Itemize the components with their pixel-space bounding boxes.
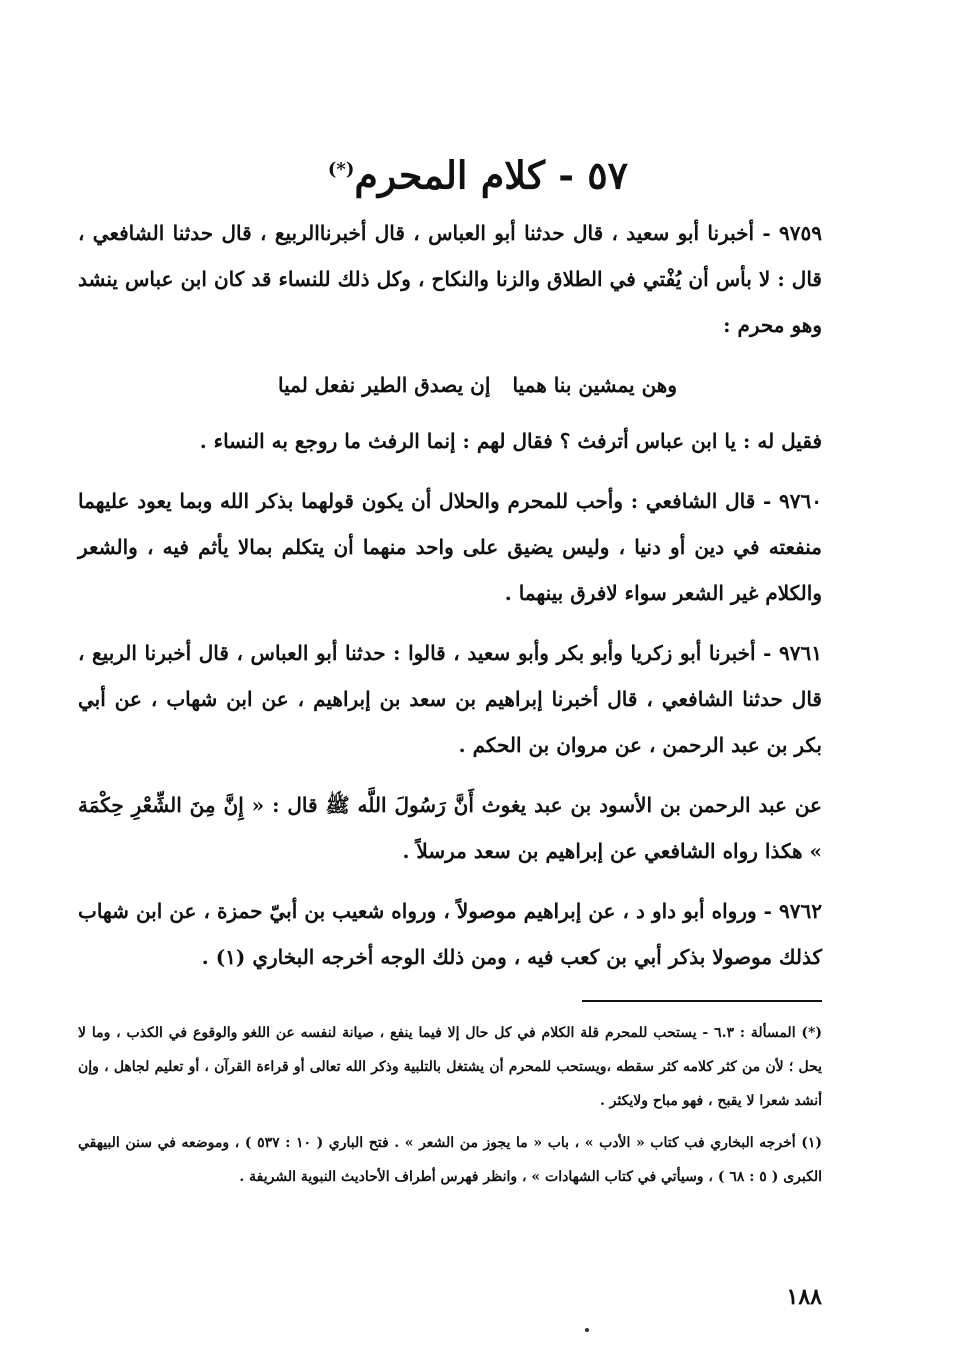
verse-first-hemistich: وهن يمشين بنا هميا <box>512 373 677 397</box>
scan-speck <box>585 1328 589 1332</box>
paragraph-9759: ٩٧٥٩ - أخبرنا أبو سعيد ، قال حدثنا أبو العباس ، قال أخبرناالربيع ، قال حدثنا الشافعي ، قال : لا بأس أن يُفْتي في الطلاق والزنا والنكاح ، وكل ذلك للنساء قد كان ابن عباس ينشد وهو محرم : <box>78 221 822 337</box>
footnotes <box>78 1016 822 1202</box>
paragraph-9762: ٩٧٦٢ - ورواه أبو داو د ، عن إبراهيم موصولاً ، ورواه شعيب بن أبيّ حمزة ، عن ابن شهاب كذلك موصولا بذكر أبي بن كعب فيه ، ومن ذلك الوجه أخرجه البخاري (١) . <box>78 899 822 969</box>
footnote-1: (١) أخرجه البخاري فب كتاب « الأدب » ، باب « ما يجوز من الشعر » . فتح الباري ( ١٠ : ٥٣٧ ) ، وموضعه في سنن البيهقي الكبرى ( ٥ : ٦٨ ) ، وسيأتي في كتاب الشهادات » ، وانظر فهرس أطراف الأحاديث النبوية الشريفة . <box>78 1135 822 1185</box>
title-footnote-marker: (*) <box>327 159 355 180</box>
footnote-star: (*) المسألة : ٦.٣ - يستحب للمحرم قلة الكلام في كل حال إلا فيما ينفع ، صيانة لنفسه عن اللغو والوقوع في الكذب ، وما لا يحل ؛ لأن من كثر كلامه كثر سقطه ،ويستحب للمحرم أن يشتغل بالتلبية وذكر الله تعالى أو قراءة القرآن ، أو تعليم لجاهل ، وإن أنشد شعرا لا يقبح ، فهو مباح ولايكثر . <box>78 1025 822 1109</box>
page-number: ١٨٨ <box>786 1284 822 1310</box>
main-text <box>78 210 822 994</box>
poetry-verse <box>78 362 822 408</box>
paragraph-9761: ٩٧٦١ - أخبرنا أبو زكريا وأبو بكر وأبو سعيد ، قالوا : حدثنا أبو العباس ، قال أخبرنا الربيع ، قال حدثنا الشافعي ، قال أخبرنا إبراهيم بن سعد بن إبراهيم ، عن ابن شهاب ، عن أبي بكر بن عبد الرحمن ، عن مروان بن الحكم . <box>78 641 822 757</box>
chapter-title <box>0 140 956 206</box>
chapter-title-text: ٥٧ - كلام المحرم <box>354 152 629 198</box>
paragraph-9760: ٩٧٦٠ - قال الشافعي : وأحب للمحرم والحلال أن يكون قولهما بذكر الله وبما يعود عليهما منفعته في دين أو دنيا ، وليس يضيق على واحد منهما أن يتكلم بمالا يأثم فيه ، والشعر والكلام غير الشعر سواء لافرق بينهما . <box>78 489 822 605</box>
footnote-separator <box>582 1000 822 1002</box>
paragraph-reply: فقيل له : يا ابن عباس أترفث ؟ فقال لهم : إنما الرفث ما روجع به النساء . <box>199 429 822 453</box>
verse-second-hemistich: إن يصدق الطير نفعل لميا <box>278 373 491 397</box>
paragraph-hadith: عن عبد الرحمن بن الأسود بن عبد يغوث أَنَّ رَسُولَ اللَّه ﷺ قال : « إِنَّ مِنَ الشِّعْرِ حِكْمَة » هكذا رواه الشافعي عن إبراهيم بن سعد مرسلاً . <box>78 793 822 863</box>
